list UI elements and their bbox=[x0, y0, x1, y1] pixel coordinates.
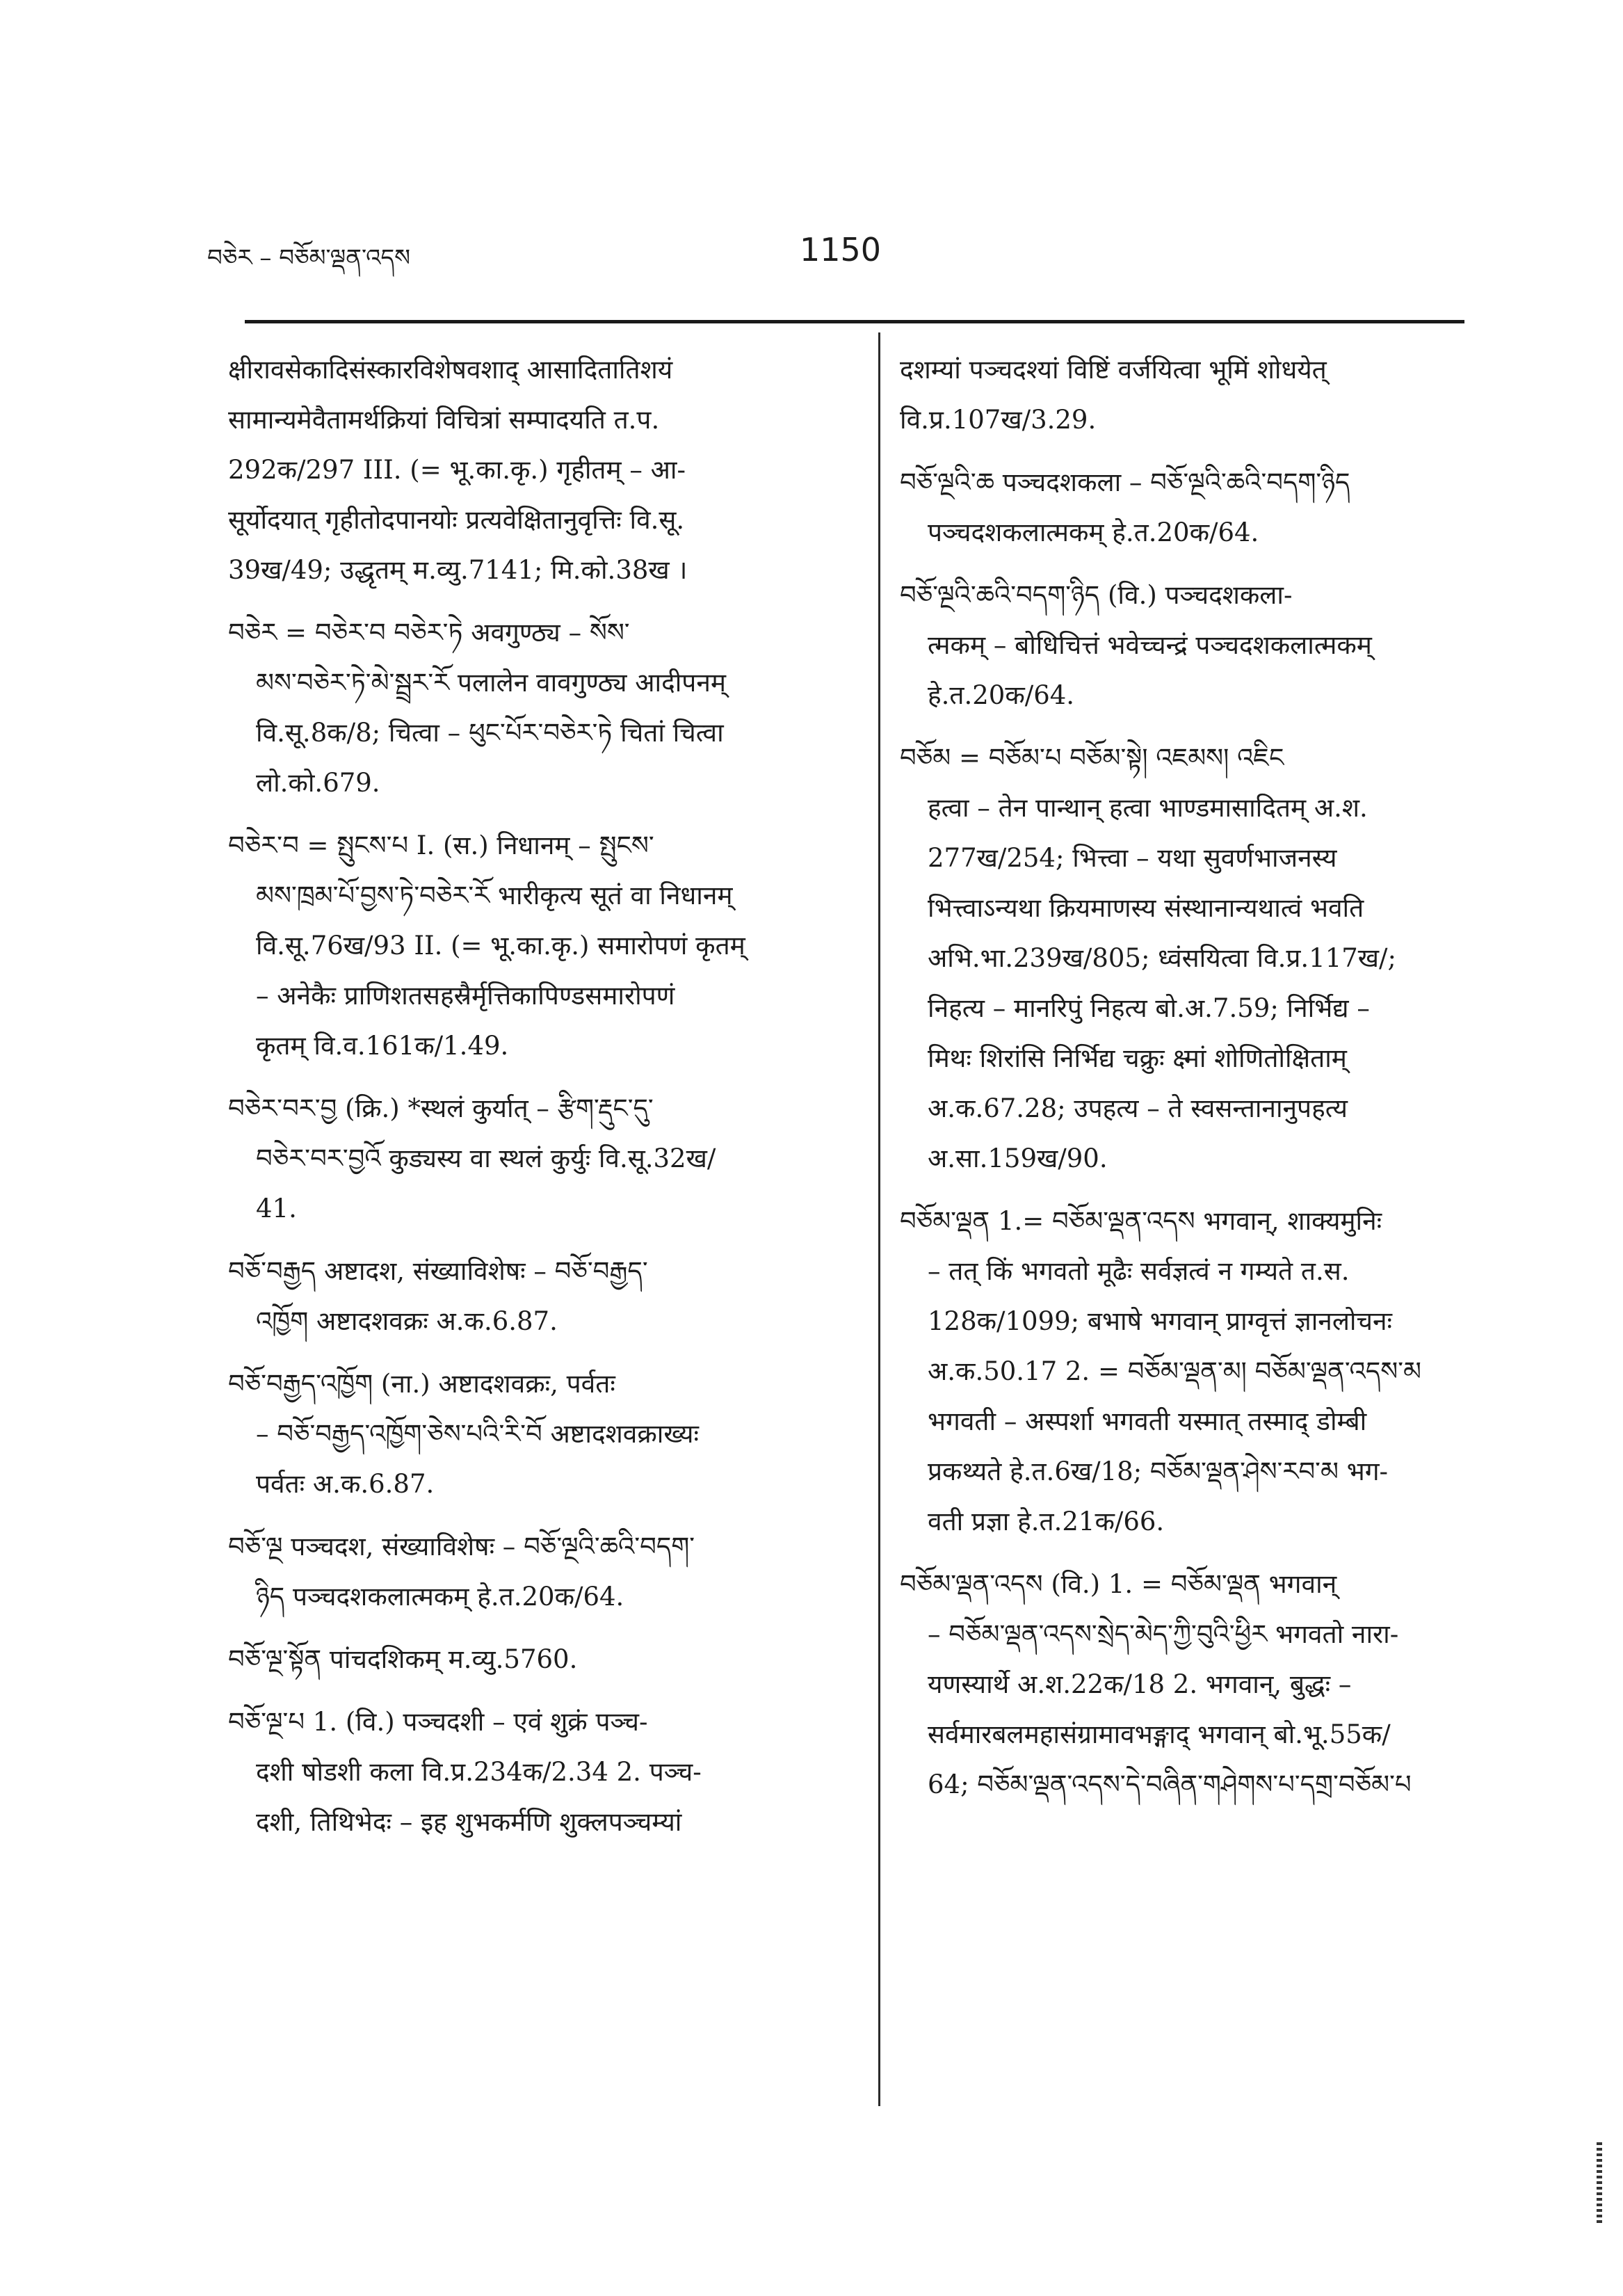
entry-headline: བཅོ་ལྔ་སྟོན पांचदशिकम् म.व्यु.5760. bbox=[228, 1644, 578, 1674]
entry-line: वि.सू.76ख/93 II. (= भू.का.कृ.) समारोपणं कृतम् bbox=[256, 931, 745, 961]
dictionary-entry bbox=[228, 345, 854, 595]
entry-headline: བཅོ་བརྒྱད་འཁྱོག (ना.) अष्टादशवक्रः, पर्वतः bbox=[228, 1369, 615, 1399]
entry-line: – अनेकैः प्राणिशतसहस्रैर्मृत्तिकापिण्डसमारोपणं bbox=[256, 981, 675, 1011]
entry-line: सूर्योदयात् गृहीतोदपानयोः प्रत्यवेक्षितानुवृत्तिः वि.सू. bbox=[228, 505, 685, 535]
entry-line: हे.त.20क/64. bbox=[928, 680, 1075, 710]
entry-headline: བཅོམ་ལྡན 1.= བཅོམ་ལྡན་འདས भगवान्, शाक्यमुनिः bbox=[900, 1206, 1382, 1236]
entry-line: 41. bbox=[256, 1194, 297, 1223]
entry-line: 277ख/254; भित्त्वा – यथा सुवर्णभाजनस्य bbox=[928, 843, 1337, 873]
entry-line: वती प्रज्ञा हे.त.21क/66. bbox=[928, 1507, 1165, 1536]
entry-headline: བཅོ་བརྒྱད अष्टादश, संख्याविशेषः – བཅོ་བརྒྱད་ bbox=[228, 1256, 648, 1286]
dictionary-entry bbox=[228, 1635, 854, 1685]
entry-line: भगवती – अस्पर्शा भगवती यस्मात् तस्माद् डोम्बी bbox=[928, 1406, 1367, 1436]
entry-line: सर्वमारबलमहासंग्रामावभङ्गाद् भगवान् बो.भू.55क/ bbox=[928, 1719, 1391, 1749]
entry-headline: क्षीरावसेकादिसंस्कारविशेषवशाद् आसादितातिशयं bbox=[228, 355, 673, 385]
dictionary-entry bbox=[228, 1246, 854, 1347]
right-column bbox=[900, 345, 1498, 1822]
entry-line: འཁྱོག अष्टादशवक्रः अ.क.6.87. bbox=[256, 1306, 558, 1336]
entry-headline: दशम्यां पञ्चदश्यां विष्टिं वर्जयित्वा भूमिं शोधयेत् bbox=[900, 355, 1327, 385]
entry-line: पञ्चदशकलात्मकम् हे.त.20क/64. bbox=[928, 517, 1259, 547]
entry-line: 128क/1099; बभाषे भगवान् प्राग्वृत्तं ज्ञानलोचनः bbox=[928, 1306, 1392, 1336]
dictionary-entry bbox=[228, 608, 854, 808]
dictionary-entry bbox=[228, 1697, 854, 1847]
entry-line: हत्वा – तेन पान्थान् हत्वा भाण्डमासादितम् अ.श. bbox=[928, 793, 1368, 823]
entry-line: ཉིད पञ्चदशकलात्मकम् हे.त.20क/64. bbox=[256, 1582, 624, 1612]
dictionary-entry bbox=[228, 821, 854, 1071]
left-column bbox=[228, 345, 854, 1860]
dictionary-entry bbox=[900, 1559, 1498, 1810]
scan-edge-mark bbox=[1597, 2142, 1602, 2226]
entry-line: मिथः शिरांसि निर्भिद्य चक्रुः क्ष्मां शोणितोक्षिताम् bbox=[928, 1043, 1347, 1073]
entry-headline: བཅོམ = བཅོམ་པ བཅོམ་སྟེ། འཇམས། འཇིང bbox=[900, 743, 1284, 773]
entry-line: – བཅོ་བརྒྱད་འཁྱོག་ཅེས་པའི་རི་བོ अष्टादशवक्राख्यः bbox=[256, 1419, 699, 1449]
entry-line: – तत् किं भगवतो मूढैः सर्वज्ञत्वं न गम्यते त.स. bbox=[928, 1256, 1350, 1286]
header-rule bbox=[245, 320, 1464, 323]
entry-line: 39ख/49; उद्धृतम् म.व्यु.7141; मि.को.38ख । bbox=[228, 555, 688, 585]
entry-line: अ.सा.159ख/90. bbox=[928, 1143, 1108, 1173]
dictionary-entry bbox=[900, 570, 1498, 721]
entry-headline: བཅོམ་ལྡན་འདས (वि.) 1. = བཅོམ་ལྡན भगवान् bbox=[900, 1569, 1337, 1599]
dictionary-entry bbox=[900, 458, 1498, 558]
entry-line: अ.क.67.28; उपहत्य – ते स्वसन्तानानुपहत्य bbox=[928, 1093, 1348, 1123]
dictionary-entry bbox=[900, 345, 1498, 445]
entry-line: अ.क.50.17 2. = བཅོམ་ལྡན་མ། བཅོམ་ལྡན་འདས་མ bbox=[928, 1356, 1421, 1386]
entry-headline: བཅེར་བར་བྱ (क्रि.) *स्थलं कुर्यात् – རྩིག་རྡུང་དུ་ bbox=[228, 1093, 654, 1123]
entry-line: 292क/297 III. (= भू.का.कृ.) गृहीतम् – आ- bbox=[228, 455, 686, 485]
entry-headline: བཅོ་ལྔའི་ཆ पञ्चदशकला – བཅོ་ལྔའི་ཆའི་བདག་ཉིད bbox=[900, 467, 1350, 497]
entry-line: यणस्यार्थे अ.श.22क/18 2. भगवान्, बुद्धः – bbox=[928, 1669, 1352, 1699]
entry-headline: བཅེར = བཅེར་བ བཅེར་ཏེ अवगुण्ठ्य – སོས་ bbox=[228, 618, 630, 648]
entry-headline: བཅོ་ལྔ पञ्चदश, संख्याविशेषः – བཅོ་ལྔའི་ཆའི་བདག་ bbox=[228, 1532, 695, 1562]
dictionary-entry bbox=[228, 1522, 854, 1622]
entry-line: सामान्यमेवैतामर्थक्रियां विचित्रां सम्पादयति त.प. bbox=[228, 405, 660, 435]
entry-line: 64; བཅོམ་ལྡན་འདས་དེ་བཞིན་གཤེགས་པ་དགྲ་བཅོམ་པ bbox=[928, 1769, 1412, 1799]
entry-line: वि.प्र.107ख/3.29. bbox=[900, 405, 1097, 435]
dictionary-entry bbox=[228, 1084, 854, 1234]
entry-line: दशी षोडशी कला वि.प्र.234क/2.34 2. पञ्च- bbox=[256, 1757, 702, 1787]
entry-headline: བཅེར་བ = སྤུངས་པ I. (स.) निधानम् – སྤུངས་ bbox=[228, 830, 654, 860]
dictionary-entry bbox=[900, 1196, 1498, 1547]
entry-line: – བཅོམ་ལྡན་འདས་སྲེད་མེད་ཀྱི་བུའི་ཕྱིར भगवतो नारा- bbox=[928, 1619, 1399, 1649]
entry-line: पर्वतः अ.क.6.87. bbox=[256, 1469, 435, 1499]
entry-line: མས་ཁྲམ་པོ་བྱས་ཏེ་བཅེར་རོ भारीकृत्य सूतं वा निधानम् bbox=[256, 881, 733, 910]
entry-line: लो.को.679. bbox=[256, 768, 380, 798]
entry-headline: བཅོ་ལྔའི་ཆའི་བདག་ཉིད (वि.) पञ्चदशकला- bbox=[900, 580, 1293, 610]
column-divider bbox=[878, 332, 880, 2106]
dictionary-entry bbox=[900, 733, 1498, 1184]
entry-line: कृतम् वि.व.161क/1.49. bbox=[256, 1031, 509, 1061]
entry-line: भित्त्वाऽन्यथा क्रियमाणस्य संस्थानान्यथात्वं भवति bbox=[928, 893, 1364, 923]
page-number: 1150 bbox=[800, 231, 882, 268]
entry-line: प्रकथ्यते हे.त.6ख/18; བཅོམ་ལྡན་ཤེས་རབ་མ भग- bbox=[928, 1456, 1389, 1486]
entry-line: वि.सू.8क/8; चित्वा – ཕུང་པོར་བཅེར་ཏེ चितां चित्वा bbox=[256, 718, 724, 748]
running-head: བཅེར – བཅོམ་ལྡན་འདས bbox=[207, 244, 411, 272]
entry-line: निहत्य – मानरिपुं निहत्य बो.अ.7.59; निर्भिद्य – bbox=[928, 993, 1370, 1023]
entry-line: दशी, तिथिभेदः – इह शुभकर्मणि शुक्लपञ्चम्यां bbox=[256, 1807, 682, 1837]
entry-line: त्मकम् – बोधिचित्तं भवेच्चन्द्रं पञ्चदशकलात्मकम् bbox=[928, 630, 1372, 660]
entry-line: བཅེར་བར་བྱའོ कुड्यस्य वा स्थलं कुर्युः वि.सू.32ख/ bbox=[256, 1143, 716, 1173]
entry-headline: བཅོ་ལྔ་པ 1. (वि.) पञ्चदशी – एवं शुक्रं पञ्च- bbox=[228, 1707, 648, 1737]
dictionary-entry bbox=[228, 1359, 854, 1509]
entry-line: अभि.भा.239ख/805; ध्वंसयित्वा वि.प्र.117ख/; bbox=[928, 943, 1396, 973]
entry-line: མས་བཅེར་ཏེ་མེ་སྦྲར་རོ पलालेन वावगुण्ठ्य आदीपनम् bbox=[256, 668, 726, 698]
